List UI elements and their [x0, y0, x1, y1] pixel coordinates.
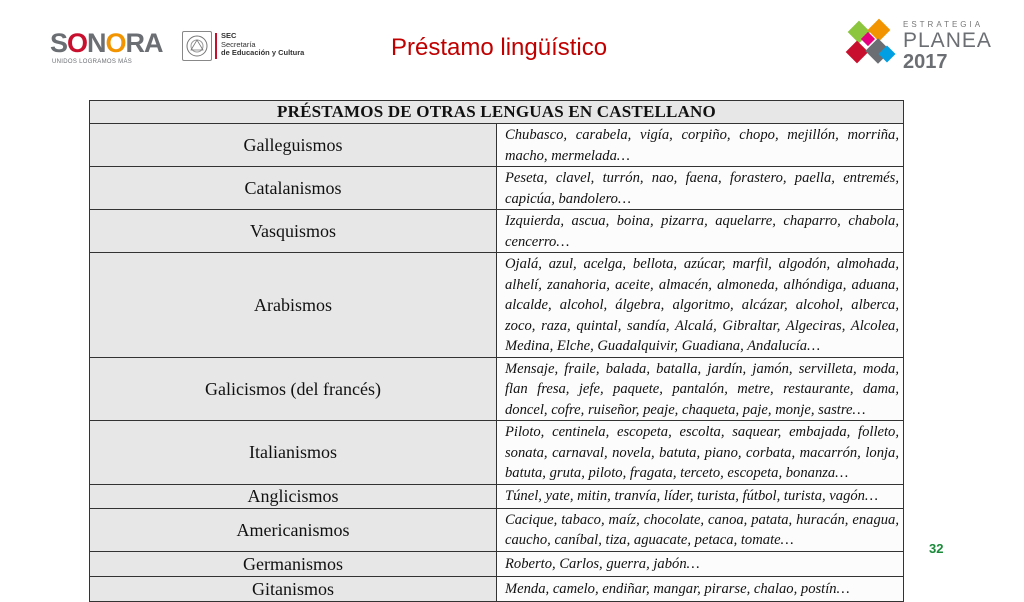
table-row	[90, 357, 904, 421]
examples-cell: Mensaje, fraile, balada, batalla, jardín, jamón, servilleta, moda, flan fresa, jefe, paquete, pantalón, metre, restaurante, dama, doncel, cofre, ruiseñor, peaje, chaqueta, paje, monje, sastre…	[497, 357, 904, 421]
category-cell: Anglicismos	[90, 484, 497, 508]
category-cell: Arabismos	[90, 253, 497, 358]
examples-cell: Peseta, clavel, turrón, nao, faena, forastero, paella, entremés, capicúa, bandolero…	[497, 167, 904, 210]
examples-cell: Izquierda, ascua, boina, pizarra, aquelarre, chaparro, chabola, cencerro…	[497, 210, 904, 253]
category-cell: Gitanismos	[90, 576, 497, 601]
seal-icon	[182, 31, 212, 61]
examples-cell: Menda, camelo, endiñar, mangar, pirarse, chalao, postín…	[497, 576, 904, 601]
table-row	[90, 421, 904, 485]
sonora-logo	[50, 28, 175, 68]
table-row	[90, 124, 904, 167]
table-row	[90, 484, 904, 508]
category-cell: Germanismos	[90, 551, 497, 576]
sec-divider	[215, 33, 217, 59]
category-cell: Italianismos	[90, 421, 497, 485]
sec-logo-text: SEC Secretaría de Educación y Cultura	[221, 31, 305, 57]
examples-cell: Roberto, Carlos, guerra, jabón…	[497, 551, 904, 576]
examples-cell: Chubasco, carabela, vigía, corpiño, chopo, mejillón, morriña, macho, mermelada…	[497, 124, 904, 167]
category-cell: Americanismos	[90, 508, 497, 551]
category-cell: Vasquismos	[90, 210, 497, 253]
category-cell: Galleguismos	[90, 124, 497, 167]
category-cell: Galicismos (del francés)	[90, 357, 497, 421]
planea-mark-icon	[845, 18, 903, 76]
table-heading: PRÉSTAMOS DE OTRAS LENGUAS EN CASTELLANO	[90, 101, 904, 124]
table-row	[90, 253, 904, 358]
sonora-logo-tagline: UNIDOS LOGRAMOS MÁS	[52, 59, 133, 65]
examples-cell: Cacique, tabaco, maíz, chocolate, canoa, patata, huracán, enagua, caucho, caníbal, tiza, aguacate, petaca, tomate…	[497, 508, 904, 551]
examples-cell: Ojalá, azul, acelga, bellota, azúcar, marfil, algodón, almohada, alhelí, zanahoria, aceite, almacén, almoneda, alhóndiga, aduana, alcalde, alcohol, álgebra, algoritmo, alcázar, alcohol, alberca, zoco, raza, quintal, sandía, Alcalá, Gibraltar, Algeciras, Alcolea, Medina, Elche, Guadalquivir, Guadiana, Andalucía…	[497, 253, 904, 358]
table-row	[90, 551, 904, 576]
table-row	[90, 167, 904, 210]
examples-cell: Piloto, centinela, escopeta, escolta, saquear, embajada, folleto, sonata, carnaval, novela, batuta, piano, corbata, macarrón, lonja, batuta, gruta, piloto, fragata, terceto, escopeta, bonanza…	[497, 421, 904, 485]
sonora-logo-word: SONORA	[50, 28, 163, 58]
examples-cell: Túnel, yate, mitin, tranvía, líder, turista, fútbol, turista, vagón…	[497, 484, 904, 508]
loanwords-table	[89, 100, 904, 602]
planea-logo	[845, 18, 992, 78]
page-number: 32	[929, 541, 944, 556]
page-title: Préstamo lingüístico	[391, 34, 608, 61]
category-cell: Catalanismos	[90, 167, 497, 210]
table-row	[90, 508, 904, 551]
sec-logo	[182, 31, 307, 67]
table-row	[90, 576, 904, 601]
table-header-row	[90, 101, 904, 124]
table-row	[90, 210, 904, 253]
planea-logo-text: ESTRATEGIA PLANEA 2017	[903, 20, 992, 73]
